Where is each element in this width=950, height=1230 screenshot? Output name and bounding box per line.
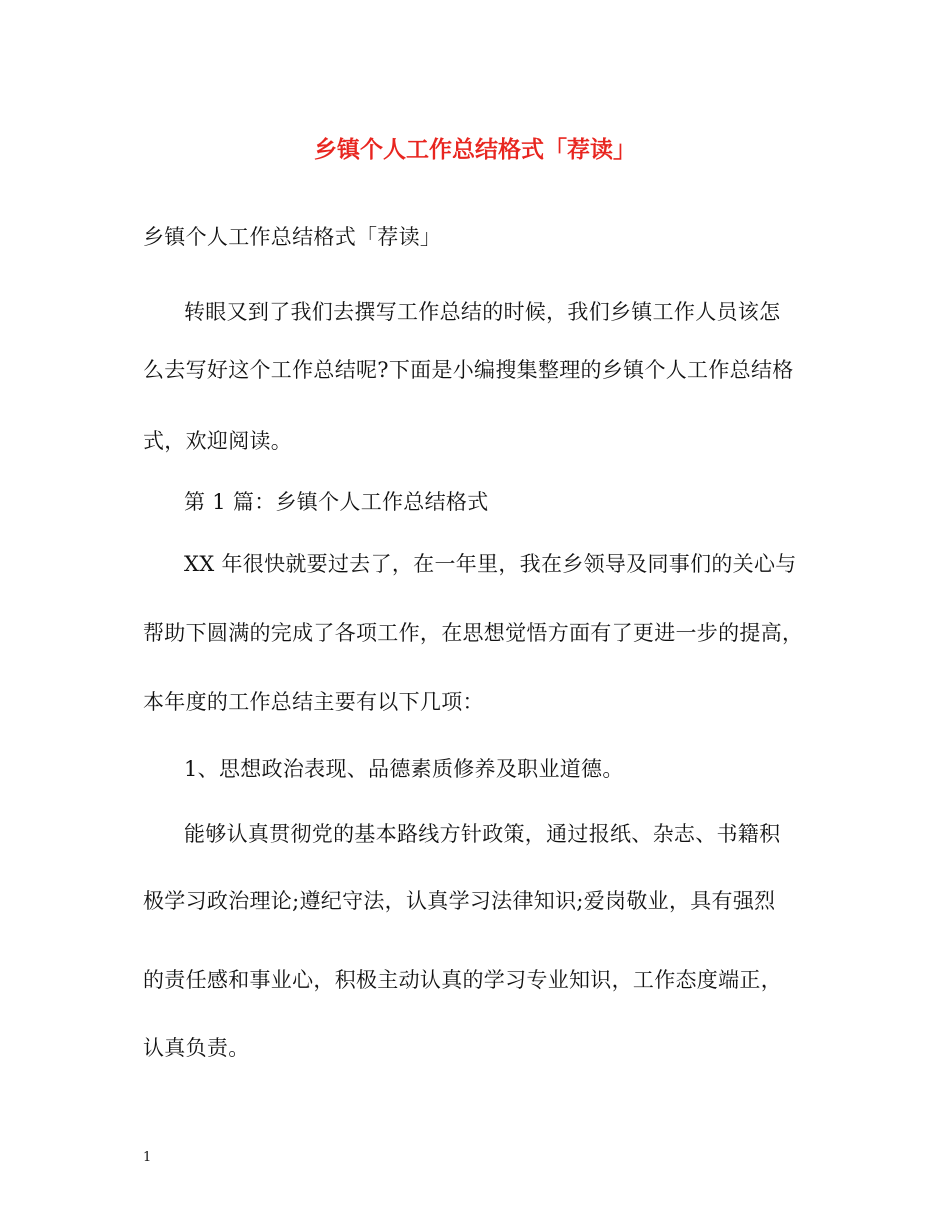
- intro-line-2: 么去写好这个工作总结呢?下面是小编搜集整理的乡镇个人工作总结格: [143, 358, 794, 382]
- section-heading: 第 1 篇：乡镇个人工作总结格式: [184, 490, 489, 514]
- para2-line-1: 能够认真贯彻党的基本路线方针政策，通过报纸、杂志、书籍积: [184, 822, 781, 846]
- intro-line-1: 转眼又到了我们去撰写工作总结的时候，我们乡镇工作人员该怎: [184, 300, 781, 324]
- intro-line-3: 式，欢迎阅读。: [143, 429, 293, 453]
- para2-line-4: 认真负责。: [143, 1036, 250, 1060]
- subtitle-line: 乡镇个人工作总结格式「荐读」: [143, 225, 442, 249]
- page-number: 1: [143, 1150, 152, 1165]
- para1-line-1: XX 年很快就要过去了，在一年里，我在乡领导及同事们的关心与: [184, 552, 797, 576]
- para2-line-2: 极学习政治理论;遵纪守法，认真学习法律知识;爱岗敬业，具有强烈: [143, 889, 776, 913]
- para1-line-2: 帮助下圆满的完成了各项工作，在思想觉悟方面有了更进一步的提高，: [143, 621, 804, 645]
- para1-line-3: 本年度的工作总结主要有以下几项：: [143, 690, 484, 714]
- document-title: 乡镇个人工作总结格式「荐读」: [314, 136, 636, 163]
- para2-line-3: 的责任感和事业心，积极主动认真的学习专业知识，工作态度端正，: [143, 968, 782, 992]
- item1-heading: 1、思想政治表现、品德素质修养及职业道德。: [184, 757, 624, 781]
